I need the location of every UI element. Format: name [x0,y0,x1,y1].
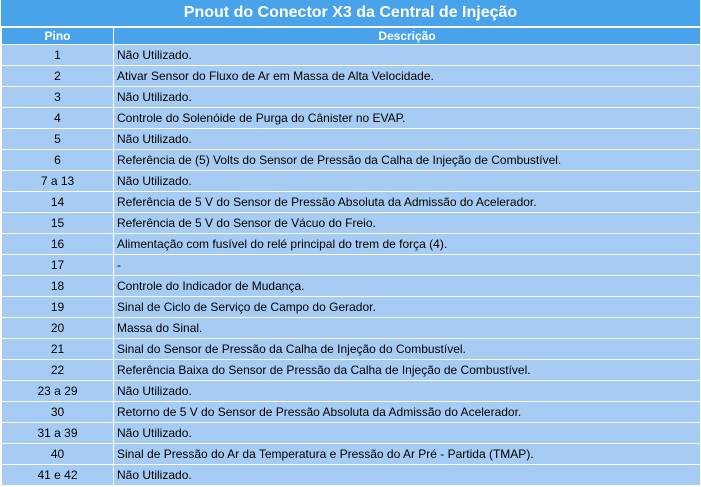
pin-description-cell: Não Utilizado. [114,87,701,108]
pin-number-cell: 21 [2,339,114,360]
pin-number-cell: 18 [2,276,114,297]
pin-description-cell: Alimentação com fusível do relé principal do trem de força (4). [114,234,701,255]
pin-number-cell: 20 [2,318,114,339]
pin-description-cell: Referência Baixa do Sensor de Pressão da Calha de Injeção de Combustível. [114,360,701,381]
header-row [2,28,701,45]
pin-description-cell: Sinal de Pressão do Ar da Temperatura e Pressão do Ar Pré - Partida (TMAP). [114,444,701,465]
table-row [2,339,701,360]
table-row [2,234,701,255]
table-row [2,213,701,234]
pin-description-cell: Não Utilizado. [114,465,701,486]
table-title: Pnout do Conector X3 da Central de Injeção [1,0,700,27]
pin-description-cell: Retorno de 5 V do Sensor de Pressão Absoluta da Admissão do Acelerador. [114,402,701,423]
pin-number-cell: 1 [2,45,114,66]
table-row [2,276,701,297]
table-row [2,129,701,150]
pin-description-cell: Controle do Indicador de Mudança. [114,276,701,297]
table-row [2,402,701,423]
pin-number-cell: 22 [2,360,114,381]
table-row [2,192,701,213]
pinout-table [1,27,701,486]
pin-description-cell: Referência de 5 V do Sensor de Pressão Absoluta da Admissão do Acelerador. [114,192,701,213]
pin-number-cell: 14 [2,192,114,213]
pin-description-cell: Controle do Solenóide de Purga do Cânister no EVAP. [114,108,701,129]
table-row [2,87,701,108]
pin-description-cell: Não Utilizado. [114,45,701,66]
table-row [2,360,701,381]
pin-number-cell: 31 a 39 [2,423,114,444]
pin-description-cell: - [114,255,701,276]
table-row [2,45,701,66]
pin-number-cell: 6 [2,150,114,171]
table-row [2,171,701,192]
pin-number-cell: 23 a 29 [2,381,114,402]
pin-description-cell: Referência de 5 V do Sensor de Vácuo do Freio. [114,213,701,234]
pin-description-cell: Massa do Sinal. [114,318,701,339]
pin-description-cell: Não Utilizado. [114,423,701,444]
table-body [2,45,701,486]
pin-number-cell: 41 e 42 [2,465,114,486]
table-row [2,318,701,339]
table-row [2,465,701,486]
table-row [2,297,701,318]
table-row [2,66,701,87]
pin-number-cell: 3 [2,87,114,108]
column-header-pin: Pino [2,28,114,45]
pin-number-cell: 2 [2,66,114,87]
pin-description-cell: Não Utilizado. [114,129,701,150]
pin-number-cell: 17 [2,255,114,276]
pinout-table-container [1,0,700,486]
pin-description-cell: Referência de (5) Volts do Sensor de Pressão da Calha de Injeção de Combustível. [114,150,701,171]
pin-number-cell: 40 [2,444,114,465]
pin-number-cell: 7 a 13 [2,171,114,192]
table-row [2,108,701,129]
pin-number-cell: 19 [2,297,114,318]
table-row [2,423,701,444]
pin-number-cell: 16 [2,234,114,255]
pin-description-cell: Sinal de Ciclo de Serviço de Campo do Gerador. [114,297,701,318]
pin-description-cell: Ativar Sensor do Fluxo de Ar em Massa de Alta Velocidade. [114,66,701,87]
pin-number-cell: 30 [2,402,114,423]
pin-description-cell: Não Utilizado. [114,171,701,192]
column-header-description: Descrição [114,28,701,45]
table-row [2,444,701,465]
table-row [2,150,701,171]
table-row [2,381,701,402]
pin-description-cell: Não Utilizado. [114,381,701,402]
pin-number-cell: 15 [2,213,114,234]
pin-number-cell: 5 [2,129,114,150]
pin-number-cell: 4 [2,108,114,129]
table-row [2,255,701,276]
pin-description-cell: Sinal do Sensor de Pressão da Calha de Injeção do Combustível. [114,339,701,360]
